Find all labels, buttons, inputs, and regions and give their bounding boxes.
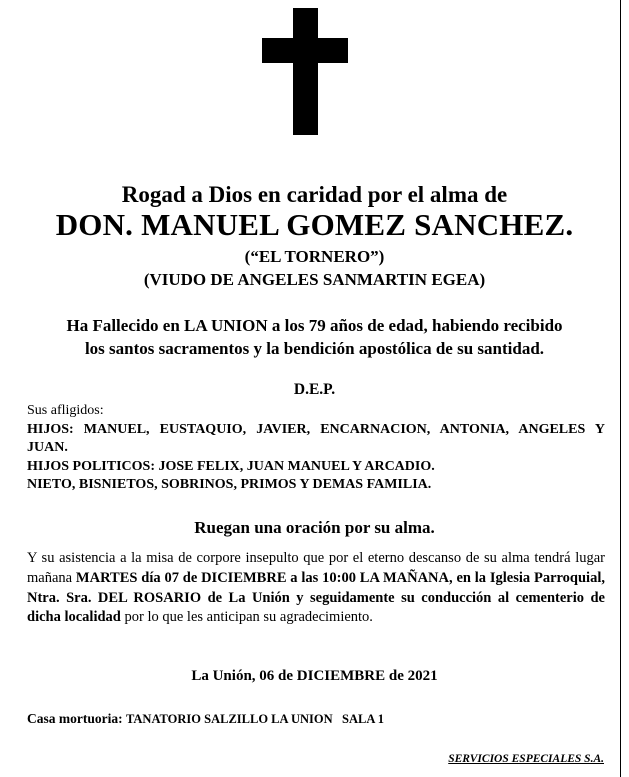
widower-of: (VIUDO DE ANGELES SANMARTIN EGEA): [143, 270, 486, 289]
prayer-request: Ruegan una oración por su alma.: [194, 518, 435, 537]
mass-text-closing: por lo que les anticipan su agradecimiento.: [120, 609, 373, 626]
in-laws-list: HIJOS POLITICOS: JOSE FELIX, JUAN MANUEL Y ARCADIO.: [27, 458, 435, 474]
place-and-date: La Unión, 06 de DICIEMBRE de 2021: [191, 668, 438, 684]
funeral-services-company: SERVICIOS ESPECIALES S.A.: [448, 753, 604, 765]
mass-text-intro: Y su asistencia a la misa de corpore insepulto que por el eterno descanso de su alma tendrá lugar mañana: [27, 550, 605, 586]
deceased-name: DON. MANUEL GOMEZ SANCHEZ.: [55, 207, 574, 242]
rip-label: D.E.P.: [293, 381, 336, 398]
family-list: NIETO, BISNIETOS, SOBRINOS, PRIMOS Y DEMAS FAMILIA.: [27, 477, 432, 492]
funeral-home-label: Casa mortuoria:: [27, 711, 123, 726]
deceased-nickname: (“EL TORNERO”): [244, 247, 385, 266]
cross-vertical-bar: [293, 8, 318, 135]
mourners-section: [27, 402, 605, 495]
children-list: HIJOS: MANUEL, EUSTAQUIO, JAVIER, ENCARNACION, ANTONIA, ANGELES Y JUAN.: [27, 421, 605, 455]
cross-horizontal-bar: [262, 38, 348, 63]
prayer-heading: Rogad a Dios en caridad por el alma de: [121, 182, 508, 207]
mass-details: MARTES día 07 de DICIEMBRE a las 10:00 LA MAÑANA, en la Iglesia Parroquial, Ntra. Sra. DEL ROSARIO de La Unión y seguidamente su conducción al cementerio de dicha localidad: [27, 569, 605, 626]
mourners-intro: Sus afligidos:: [27, 403, 104, 418]
funeral-home-value: TANATORIO SALZILLO LA UNION SALA 1: [125, 712, 385, 726]
death-notice-line-2: los santos sacramentos y la bendición apostólica de su santidad.: [84, 339, 545, 358]
funeral-mass-paragraph: [27, 549, 605, 628]
funeral-home: [27, 711, 384, 727]
death-notice-line-1: Ha Fallecido en LA UNION a los 79 años de edad, habiendo recibido: [66, 316, 563, 335]
